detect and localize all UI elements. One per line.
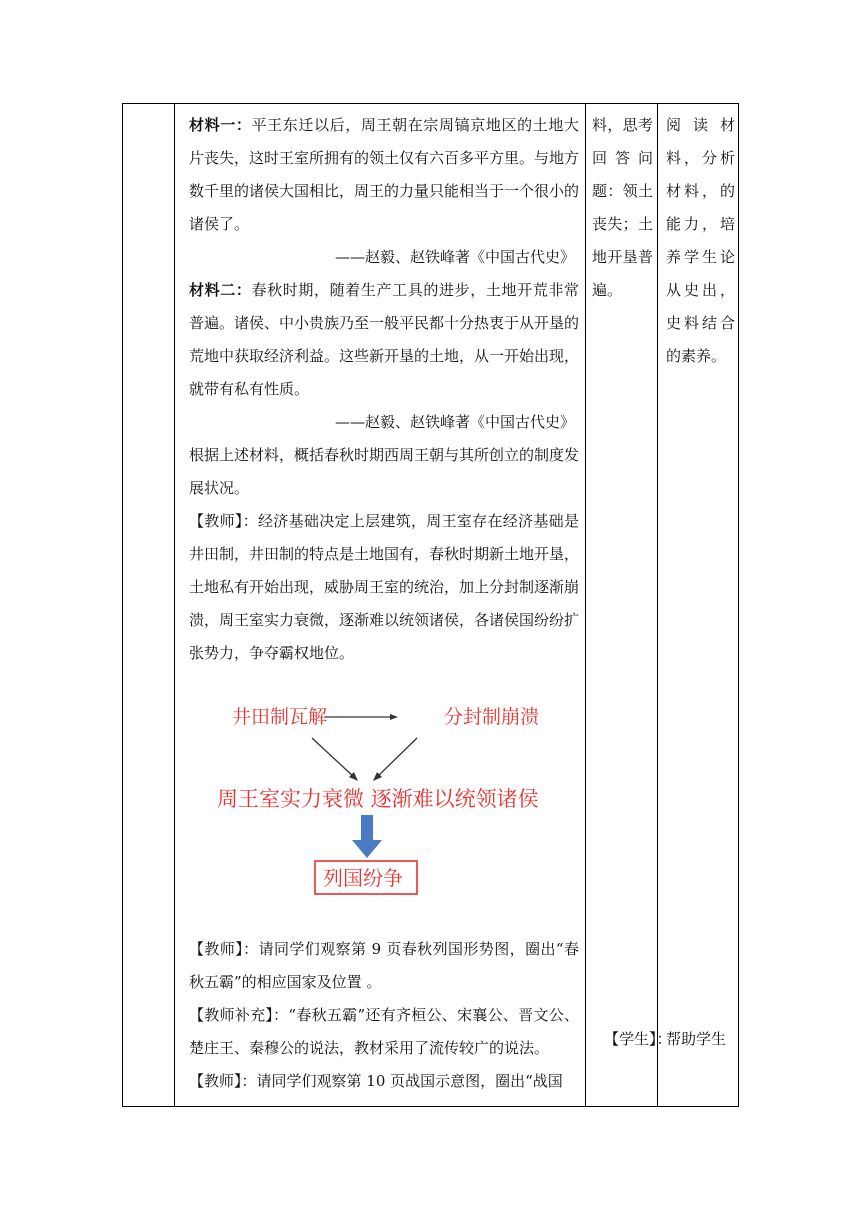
diagram-arrow-left <box>312 738 355 778</box>
table-border-left <box>122 103 123 1107</box>
intent-line: 材料，的 <box>666 182 735 200</box>
student-activity-cell <box>586 103 657 307</box>
diagram-node-feudal: 分封制崩溃 <box>444 706 540 728</box>
material-two-text: 春秋时期，随着生产工具的进步，土地开荒非常普遍。诸侯、中小贵族乃至一般平民都十分热衷于从开垦的荒地中获取经济利益。这些新开垦的土地，从一开始出现，就带有私有性质。 <box>189 281 580 398</box>
teacher-supplement-label: 【教师补充】 <box>189 1006 274 1024</box>
cause-diagram-svg <box>212 693 542 898</box>
diagram-down-arrow-shaft <box>361 815 373 842</box>
student-label-bottom: 【学生】： <box>604 1030 672 1048</box>
intent-line: 料，分析 <box>666 149 735 167</box>
intent-line: 阅 读 材 <box>666 116 735 134</box>
question-text: 根据上述材料，概括春秋时期西周王朝与其所创立的制度发展状况。 <box>189 446 580 497</box>
intent-line: 史料结合 <box>666 314 735 332</box>
intent-line: 能力，培 <box>666 215 735 233</box>
diagram-arrow-right <box>376 738 417 778</box>
teacher-text-3: ：请同学们观察第 10 页战国示意图，圈出“战国 <box>241 1072 563 1090</box>
material-two-source: ——赵毅、赵铁峰著《中国古代史》 <box>334 413 575 431</box>
lesson-table <box>122 103 739 1107</box>
design-intent-cell <box>658 103 739 373</box>
intent-line: 的素养。 <box>666 347 727 365</box>
material-two-label: 材料二： <box>189 281 252 299</box>
student-line: 回 答 问 <box>592 149 653 167</box>
teacher-label-2: 【教师】 <box>189 940 244 958</box>
diagram-node-well-field: 井田制瓦解 <box>232 706 328 728</box>
diagram-arrowhead-horizontal <box>390 714 398 720</box>
diagram-down-arrow-head <box>352 840 382 858</box>
material-two <box>189 274 579 406</box>
material-one-text: 平王东迁以后，周王朝在宗周镐京地区的土地大片丧失，这时王室所拥有的领土仅有六百多平方里。与地方数千里的诸侯大国相比，周王的力量只能相当于一个很小的诸侯了。 <box>189 116 580 233</box>
intent-line: 养学生论 <box>666 248 735 266</box>
teacher-label-1: 【教师】 <box>189 512 243 530</box>
intent-line: 从史出， <box>666 281 735 299</box>
teacher-label-3: 【教师】 <box>189 1072 242 1090</box>
student-line: 地开垦普 <box>592 248 653 266</box>
teacher-text-2: ：请同学们观察第 9 页春秋列国形势图，圈出“春秋五霸”的相应国家及位置 。 <box>189 940 579 991</box>
teacher-paragraph-3 <box>189 1065 579 1098</box>
table-divider-1 <box>174 103 175 1107</box>
student-line: 丧失；土 <box>592 215 653 233</box>
teacher-paragraph-1 <box>189 505 579 670</box>
diagram-node-decline: 周王室实力衰微 逐渐难以统领诸侯 <box>217 787 539 811</box>
teacher-paragraph-2 <box>189 933 579 999</box>
teacher-supplement-text: ：“春秋五霸”还有齐桓公、宋襄公、晋文公、楚庄王、秦穆公的说法，教材采用了流传较广的说法。 <box>189 1006 579 1057</box>
teaching-content-cell <box>183 103 585 1098</box>
material-one <box>189 109 579 241</box>
student-line: 题：领土 <box>592 182 653 200</box>
cause-diagram <box>212 693 542 898</box>
teacher-supplement <box>189 999 579 1065</box>
student-line: 料，思考 <box>592 116 653 134</box>
material-one-label: 材料一： <box>189 116 252 134</box>
intent-text-bottom: 帮助学生 <box>666 1030 727 1048</box>
table-border-bottom <box>122 1106 739 1107</box>
diagram-node-result: 列国纷争 <box>323 866 403 890</box>
material-one-source: ——赵毅、赵铁峰著《中国古代史》 <box>334 248 575 266</box>
teacher-text-1: ：经济基础决定上层建筑，周王室存在经济基础是井田制，井田制的特点是土地国有，春秋时期新土地开垦，土地私有开始出现，威胁周王室的统治，加上分封制逐渐崩溃，周王室实力衰微，逐渐难以统领诸侯，各诸侯国纷纷扩张势力，争夺霸权地位。 <box>189 512 580 662</box>
student-line: 遍。 <box>592 281 623 299</box>
